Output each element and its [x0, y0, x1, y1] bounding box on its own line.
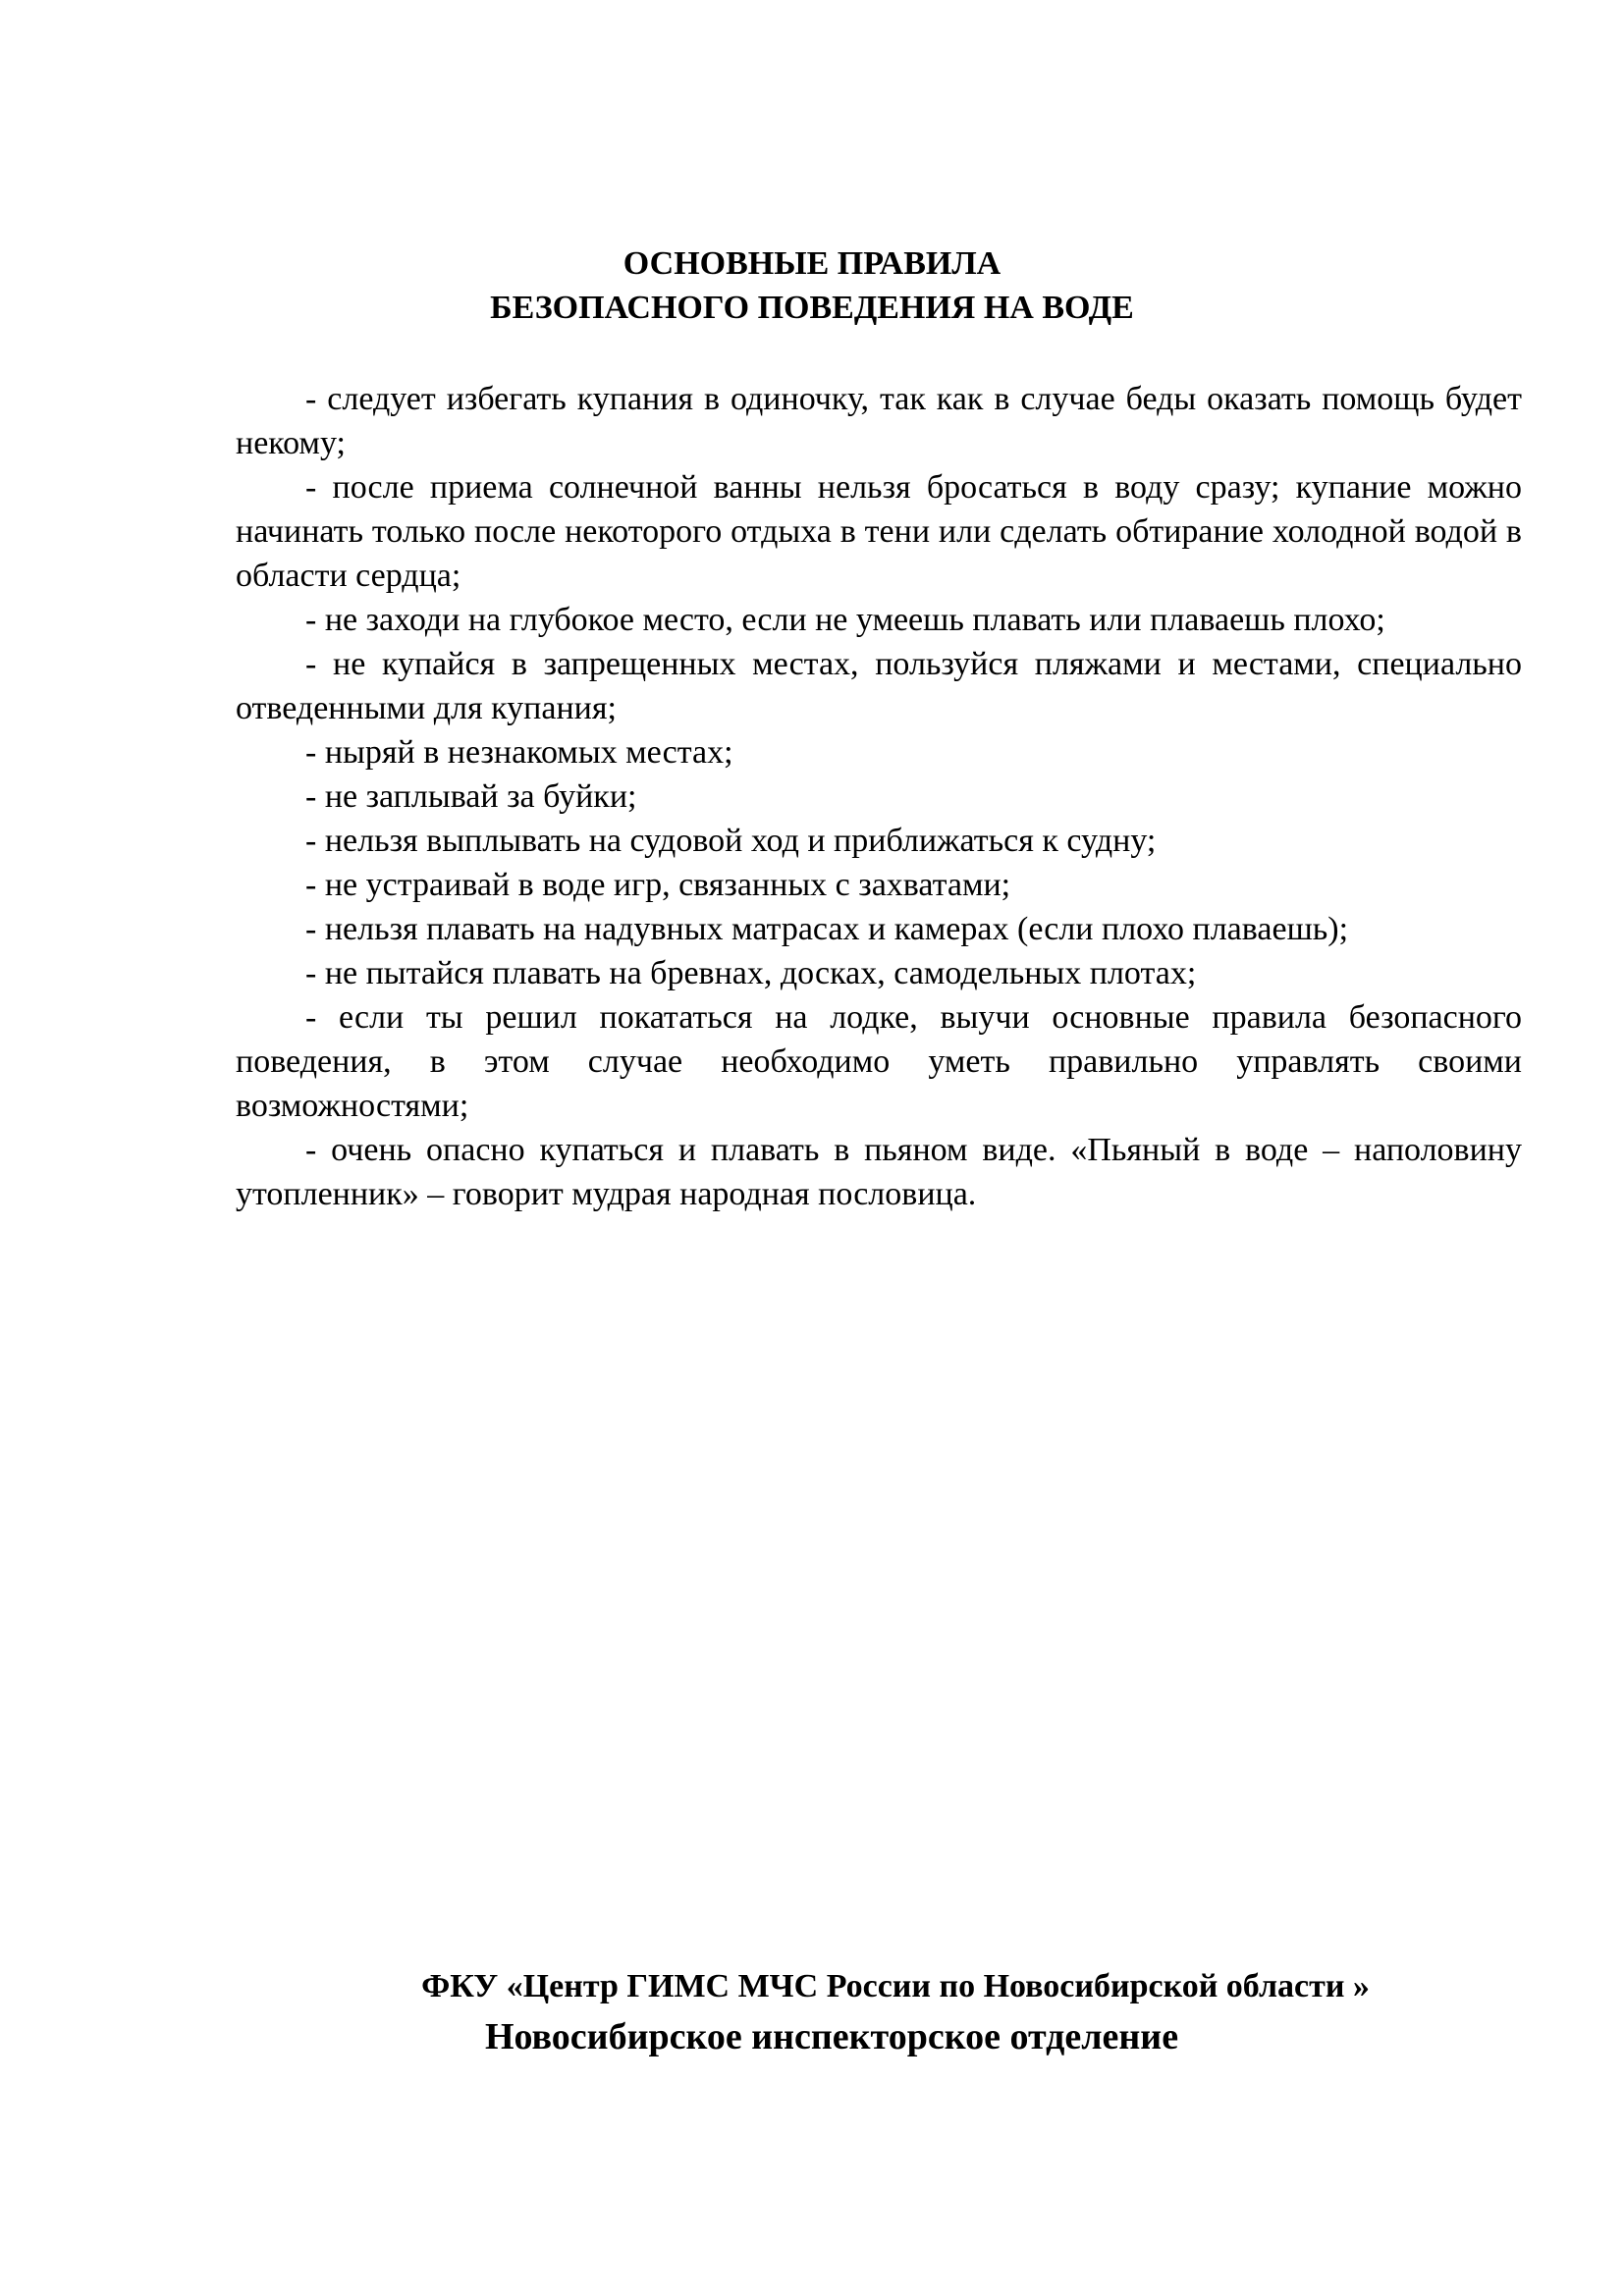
rule-item: - нельзя выплывать на судовой ход и приближаться к судну;: [305, 823, 1157, 859]
rule-item: - если ты решил покататься на лодке, выучи основные правила безопасного поведения, в этом случае необходимо уметь правильно управлять своими возможностями;: [236, 999, 1522, 1124]
rule-item: - нельзя плавать на надувных матрасах и камерах (если плохо плаваешь);: [305, 911, 1349, 947]
rule-item: - не заплывай за буйки;: [305, 778, 637, 815]
document-title: [0, 241, 1624, 330]
rule-item: - ныряй в незнакомых местах;: [305, 734, 733, 771]
rule-item: - не устраивай в воде игр, связанных с захватами;: [305, 867, 1011, 903]
rule-item: - очень опасно купаться и плавать в пьяном виде. «Пьяный в воде – наполовину утопленник» – говорит мудрая народная пословица.: [236, 1132, 1522, 1212]
title-line-2: БЕЗОПАСНОГО ПОВЕДЕНИЯ НА ВОДЕ: [490, 290, 1134, 326]
rule-item: - не заходи на глубокое место, если не умеешь плавать или плаваешь плохо;: [305, 602, 1385, 638]
rule-item: - после приема солнечной ванны нельзя бросаться в воду сразу; купание можно начинать только после некоторого отдыха в тени или сделать обтирание холодной водой в области сердца;: [236, 469, 1522, 594]
rule-item: - не пытайся плавать на бревнах, досках, самодельных плотах;: [305, 955, 1197, 991]
footer-organization: ФКУ «Центр ГИМС МЧС России по Новосибирской области »: [421, 1968, 1370, 2004]
rule-item: - не купайся в запрещенных местах, пользуйся пляжами и местами, специально отведенными для купания;: [236, 646, 1522, 726]
footer-department: Новосибирское инспекторское отделение: [484, 2016, 1179, 2057]
rule-item: - следует избегать купания в одиночку, так как в случае беды оказать помощь будет некому;: [236, 381, 1522, 461]
document-footer: [0, 1963, 1624, 2063]
rules-list: [236, 377, 1522, 1216]
title-line-1: ОСНОВНЫЕ ПРАВИЛА: [623, 245, 1001, 282]
